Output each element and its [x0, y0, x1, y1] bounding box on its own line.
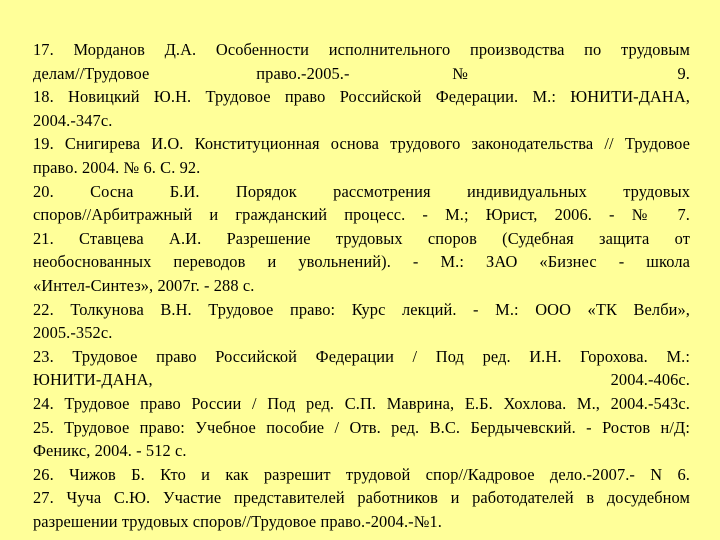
reference-line: Феникс, 2004. - 512 с. — [33, 441, 187, 461]
reference-line: 25. Трудовое право: Учебное пособие / Отв. ред. В.С. Бердычевский. - Ростов н/Д: — [33, 417, 690, 437]
reference-list — [33, 38, 690, 533]
reference-line: делам//Трудовое право.-2005.-№ 9. — [33, 63, 690, 83]
reference-line: необоснованных переводов и увольнений). - М.: ЗАО «Бизнес - школа — [33, 252, 690, 272]
reference-line: 19. Снигирева И.О. Конституционная основа трудового законодательства // Трудовое — [33, 134, 690, 154]
reference-line: 2005.-352с. — [33, 323, 113, 343]
reference-line: 24. Трудовое право России / Под ред. С.П. Маврина, Е.Б. Хохлова. М., 2004.-543с. — [33, 393, 690, 413]
reference-line: 20. Сосна Б.И. Порядок рассмотрения индивидуальных трудовых — [33, 181, 690, 201]
reference-line: 27. Чуча С.Ю. Участие представителей работников и работодателей в досудебном — [33, 488, 690, 508]
reference-line: право. 2004. № 6. С. 92. — [33, 157, 201, 177]
reference-line: 18. Новицкий Ю.Н. Трудовое право Российской Федерации. М.: ЮНИТИ-ДАНА, — [33, 87, 690, 107]
reference-line: разрешении трудовых споров//Трудовое право.-2004.-№1. — [33, 511, 442, 531]
reference-line: «Интел-Синтез», 2007г. - 288 с. — [33, 275, 255, 295]
reference-line: 2004.-347с. — [33, 110, 113, 130]
reference-line: споров//Арбитражный и гражданский процесс. - М.; Юрист, 2006. - № 7. — [33, 205, 690, 225]
reference-line: ЮНИТИ-ДАНА, 2004.-406с. — [33, 370, 690, 390]
reference-line: 21. Ставцева А.И. Разрешение трудовых споров (Судебная защита от — [33, 228, 690, 248]
reference-line: 26. Чижов Б. Кто и как разрешит трудовой спор//Кадровое дело.-2007.- N 6. — [33, 464, 690, 484]
reference-line: 23. Трудовое право Российской Федерации / Под ред. И.Н. Горохова. М.: — [33, 346, 690, 366]
reference-line: 17. Морданов Д.А. Особенности исполнительного производства по трудовым — [33, 40, 690, 59]
reference-line: 22. Толкунова В.Н. Трудовое право: Курс лекций. - М.: ООО «ТК Велби», — [33, 299, 690, 319]
